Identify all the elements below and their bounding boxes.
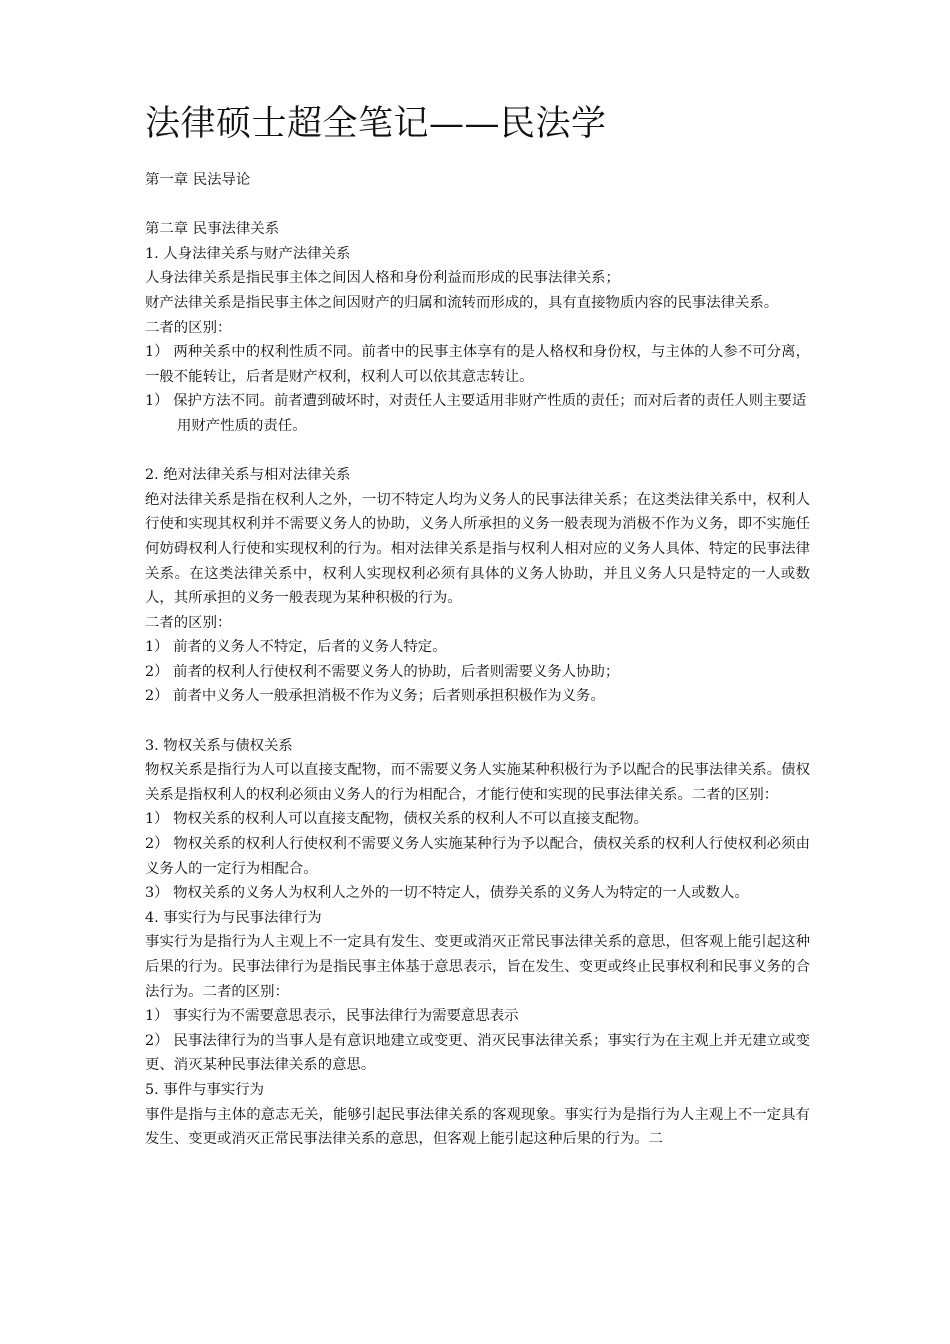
chapter-2-heading: 第二章 民事法律关系 [145, 221, 280, 238]
section-4-heading: 4. 事实行为与民事法律行为 [145, 909, 322, 926]
section-2-heading: 2. 绝对法律关系与相对法律关系 [145, 467, 351, 484]
section-3-item-2: 2） 物权关系的权利人行使权利不需要义务人实施某种行为予以配合，债权关系的权利人行使权利必须由义务人的一定行为相配合。 [145, 836, 810, 877]
section-5-heading: 5. 事件与事实行为 [145, 1081, 265, 1098]
section-4-item-2: 2） 民事法律行为的当事人是有意识地建立或变更、消灭民事法律关系；事实行为在主观上并无建立或变更、消灭某种民事法律关系的意思。 [145, 1032, 810, 1074]
chapter-1-heading: 第一章 民法导论 [145, 172, 251, 188]
spacer [145, 148, 810, 168]
section-3-heading: 3. 物权关系与债权关系 [145, 737, 293, 754]
spacer [145, 439, 810, 464]
spacer [145, 709, 810, 734]
section-2-item-2: 2） 前者的权利人行使权利不需要义务人的协助，后者则需要义务人协助； [145, 663, 620, 680]
section-4-item-1: 1） 事实行为不需要意思表示，民事法律行为需要意思表示 [145, 1008, 519, 1025]
section-3-paragraph-1: 物权关系是指行为人可以直接支配物，而不需要义务人实施某种积极行为予以配合的民事法律关系。债权关系是指权利人的权利必须由义务人的行为相配合，才能行使和实现的民事法律关系。二者的区别： [145, 762, 810, 803]
section-1-item-1: 1） 两种关系中的权利性质不同。前者中的民事主体享有的是人格权和身份权，与主体的人参不可分离，一般不能转让，后者是财产权利，权利人可以依其意志转让。 [145, 344, 810, 385]
section-1-paragraph-1: 人身法律关系是指民事主体之间因人格和身份利益而形成的民事法律关系； [145, 270, 620, 287]
document-title: 法律硕士超全笔记——民法学 [145, 104, 607, 144]
section-1-heading: 1. 人身法律关系与财产法律关系 [145, 245, 351, 262]
section-1-item-2: 1） 保护方法不同。前者遭到破坏时，对责任人主要适用非财产性质的责任；而对后者的责任人则主要适用财产性质的责任。 [145, 393, 807, 434]
section-2-item-1: 1） 前者的义务人不特定，后者的义务人特定。 [145, 639, 447, 656]
section-3-item-3: 3） 物权关系的义务人为权利人之外的一切不特定人，债券关系的义务人为特定的一人或数人。 [145, 885, 749, 902]
section-4-paragraph-1: 事实行为是指行为人主观上不一定具有发生、变更或消灭正常民事法律关系的意思，但客观上能引起这种后果的行为。民事法律行为是指民事主体基于意思表示，旨在发生、变更或终止民事权利和民事义务的合法行为。二者的区别： [145, 934, 810, 1000]
section-2-paragraph-1: 绝对法律关系是指在权利人之外，一切不特定人均为义务人的民事法律关系；在这类法律关系中，权利人行使和实现其权利并不需要义务人的协助，义务人所承担的义务一般表现为消极不作为义务，即不实施任何妨碍权利人行使和实现权利的行为。相对法律关系是指与权利人相对应的义务人具体、特定的民事法律关系。在这类法律关系中，权利人实现权利必须有具体的义务人协助，并且义务人只是特定的一人或数人，其所承担的义务一般表现为某种积极的行为。 [145, 491, 810, 607]
section-5-paragraph-1: 事件是指与主体的意志无关，能够引起民事法律关系的客观现象。事实行为是指行为人主观上不一定具有发生、变更或消灭正常民事法律关系的意思，但客观上能引起这种后果的行为。二 [145, 1106, 810, 1148]
document-page [145, 100, 810, 1152]
section-3-item-1: 1） 物权关系的权利人可以直接支配物，债权关系的权利人不可以直接支配物。 [145, 811, 649, 828]
section-2-item-3: 2） 前者中义务人一般承担消极不作为义务；后者则承担积极作为义务。 [145, 688, 605, 705]
spacer [145, 193, 810, 218]
section-1-paragraph-2: 财产法律关系是指民事主体之间因财产的归属和流转而形成的，具有直接物质内容的民事法律关系。 [145, 294, 779, 311]
section-1-difference-label: 二者的区别： [145, 319, 232, 336]
section-2-difference-label: 二者的区别： [145, 614, 232, 631]
